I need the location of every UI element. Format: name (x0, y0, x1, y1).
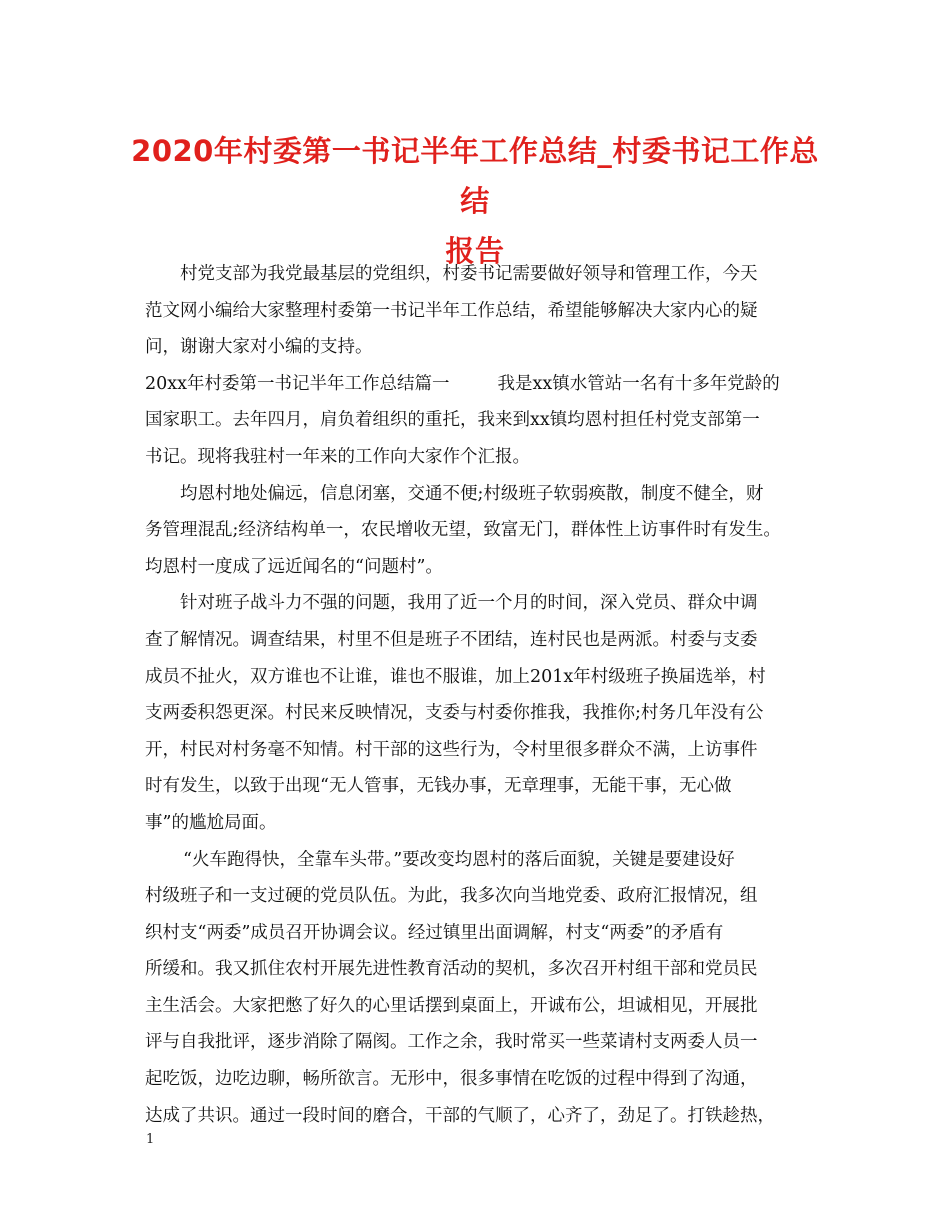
paragraph-line: 务管理混乱;经济结构单一，农民增收无望，致富无门，群体性上访事件时有发生。 (145, 520, 781, 541)
page-number: 1 (146, 1132, 155, 1147)
paragraph-line: 范文网小编给大家整理村委第一书记半年工作总结，希望能够解决大家内心的疑 (145, 300, 758, 321)
paragraph-line (145, 366, 813, 403)
paragraph-line: 村党支部为我党最基层的党组织，村委书记需要做好领导和管理工作，今天 (180, 264, 758, 284)
paragraph-line: 评与自我批评，逐步消除了隔阂。工作之余，我时常买一些菜请村支两委人员一 (145, 1032, 758, 1053)
paragraph-line: 成员不扯火，双方谁也不让谁，谁也不服谁，加上201x年村级班子换届选举，村 (145, 666, 766, 687)
paragraph-line: 国家职工。去年四月，肩负着组织的重托，我来到xx镇均恩村担任村党支部第一 (145, 410, 760, 431)
paragraph-line: 所缓和。我又抓住农村开展先进性教育活动的契机，多次召开村组干部和党员民 (145, 959, 758, 980)
paragraph-line: 达成了共识。通过一段时间的磨合，干部的气顺了，心齐了，劲足了。打铁趁热， (145, 1105, 775, 1126)
section-heading: 20xx年村委第一书记半年工作总结篇一 (145, 373, 450, 394)
paragraph-line: 村级班子和一支过硬的党员队伍。为此，我多次向当地党委、政府汇报情况，组 (145, 886, 758, 907)
paragraph-line: 针对班子战斗力不强的问题，我用了近一个月的时间，深入党员、群众中调 (180, 593, 758, 614)
paragraph-line: 均恩村一度成了远近闻名的“问题村”。 (145, 556, 443, 577)
paragraph-line: 时有发生，以致于出现“无人管事，无钱办事，无章理事，无能干事，无心做 (145, 776, 732, 797)
paragraph-line: 支两委积怨更深。村民来反映情况，支委与村委你推我，我推你;村务几年没有公 (145, 703, 764, 724)
paragraph-line: 起吃饭，边吃边聊，畅所欲言。无形中，很多事情在吃饭的过程中得到了沟通， (145, 1069, 758, 1090)
paragraph-line: 事”的尴尬局面。 (145, 812, 277, 833)
document-body (145, 256, 813, 1134)
paragraph-line: “火车跑得快，全靠车头带。”要改变均恩村的落后面貌，关键是要建设好 (183, 849, 735, 870)
document-title (120, 126, 830, 276)
paragraph-line: 问，谢谢大家对小编的支持。 (145, 337, 373, 358)
paragraph-line: 织村支“两委”成员召开协调会议。经过镇里出面调解，村支“两委”的矛盾有 (145, 922, 724, 943)
paragraph-line: 查了解情况。调查结果，村里不但是班子不团结，连村民也是两派。村委与支委 (145, 629, 758, 650)
paragraph-line: 均恩村地处偏远，信息闭塞，交通不便;村级班子软弱痪散，制度不健全，财 (180, 483, 764, 504)
title-line-2: 报告 (445, 234, 505, 268)
paragraph-line: 书记。现将我驻村一年来的工作向大家作个汇报。 (145, 446, 530, 467)
title-line-1: 2020年村委第一书记半年工作总结_村委书记工作总结 (131, 134, 819, 218)
paragraph-line: 开，村民对村务毫不知情。村干部的这些行为，令村里很多群众不满，上访事件 (145, 739, 758, 760)
paragraph-text: 我是xx镇水管站一名有十多年党龄的 (497, 373, 780, 394)
paragraph-line: 主生活会。大家把憋了好久的心里话摆到桌面上，开诚布公，坦诚相见，开展批 (145, 995, 758, 1016)
